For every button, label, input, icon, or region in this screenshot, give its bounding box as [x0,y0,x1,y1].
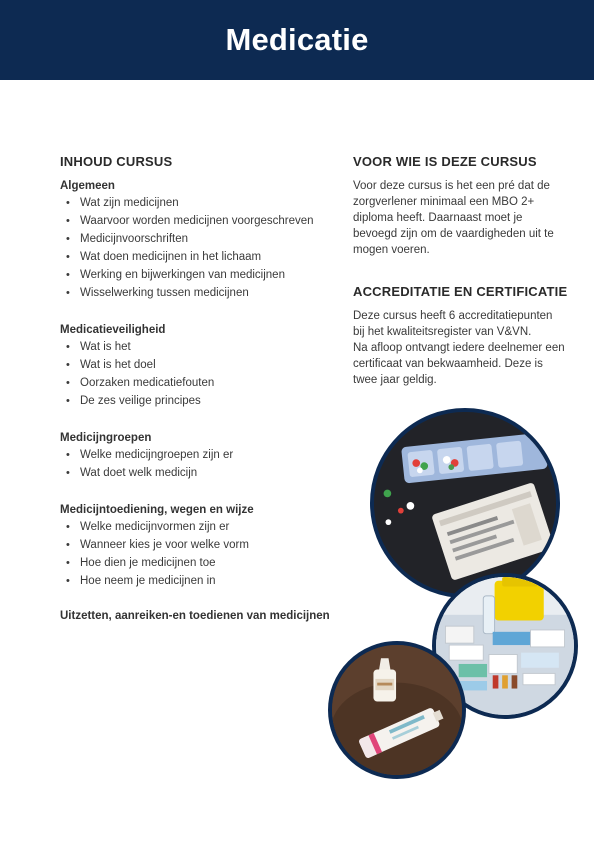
info-section [353,154,568,388]
list-item: • Wat is het [66,338,340,356]
list-item: • Welke medicijngroepen zijn er [66,446,340,464]
course-content-title: INHOUD CURSUS [60,154,173,169]
bullet-icon: • [66,395,70,407]
bullet-icon: • [66,575,70,587]
list-item: • Hoe neem je medicijnen in [66,572,340,590]
list-item: • Oorzaken medicatiefouten [66,374,340,392]
list-item: • Wanneer kies je voor welke vorm [66,536,340,554]
audience-text: Voor deze cursus is het een pré dat de zorgverlener minimaal een MBO 2+ diploma heeft. Daarnaast moet je bevoegd zijn om de vaardigheden uit te mogen voeren. [353,180,554,256]
bullet-icon: • [66,233,70,245]
list-item: • Wat is het doel [66,356,340,374]
list-item: • Wat zijn medicijnen [66,194,340,212]
group-title-algemeen: Algemeen [60,180,115,192]
list-item: • De zes veilige principes [66,392,340,410]
list-item: • Wat doen medicijnen in het lichaam [66,248,340,266]
content-group [60,322,340,410]
content-group [60,430,340,482]
content-group [60,502,340,590]
list-item: • Wisselwerking tussen medicijnen [66,284,340,302]
bullet-icon: • [66,359,70,371]
final-topic: Uitzetten, aanreiken-en toedienen van medicijnen [60,610,330,622]
bullet-icon: • [66,539,70,551]
accreditation-title: ACCREDITATIE EN CERTIFICATIE [353,284,568,299]
list-item: • Waarvoor worden medicijnen voorgeschreven [66,212,340,230]
accreditation-text: Deze cursus heeft 6 accreditatiepunten bij het kwaliteitsregister van V&VN. Na afloop ontvangt iedere deelnemer een certificaat van bekwaamheid. Deze is twee jaar geldig. [353,310,565,386]
bullet-icon: • [66,287,70,299]
bullet-icon: • [66,251,70,263]
group-list-medicijntoediening [66,518,340,590]
list-item: • Hoe dien je medicijnen toe [66,554,340,572]
group-title-medicatieveiligheid: Medicatieveiligheid [60,324,166,336]
bullet-icon: • [66,215,70,227]
bullet-icon: • [66,557,70,569]
group-title-medicijngroepen: Medicijngroepen [60,432,152,444]
bullet-icon: • [66,269,70,281]
bullet-icon: • [66,341,70,353]
bullet-icon: • [66,467,70,479]
list-item: • Werking en bijwerkingen van medicijnen [66,266,340,284]
list-item: • Medicijnvoorschriften [66,230,340,248]
list-item: • Wat doet welk medicijn [66,464,340,482]
bullet-icon: • [66,521,70,533]
bullet-icon: • [66,197,70,209]
group-title-medicijntoediening: Medicijntoediening, wegen en wijze [60,504,254,516]
group-list-algemeen [66,194,340,302]
page-title: Medicatie [225,22,369,57]
audience-title: VOOR WIE IS DEZE CURSUS [353,154,537,169]
course-content-section [60,154,340,622]
group-list-medicatieveiligheid [66,338,340,410]
pill-organizer-photo [370,408,560,598]
page-header [0,0,594,80]
bullet-icon: • [66,377,70,389]
content-group [60,178,340,302]
eye-drops-ointment-photo [328,641,466,779]
list-item: • Welke medicijnvormen zijn er [66,518,340,536]
bullet-icon: • [66,449,70,461]
group-list-medicijngroepen [66,446,340,482]
